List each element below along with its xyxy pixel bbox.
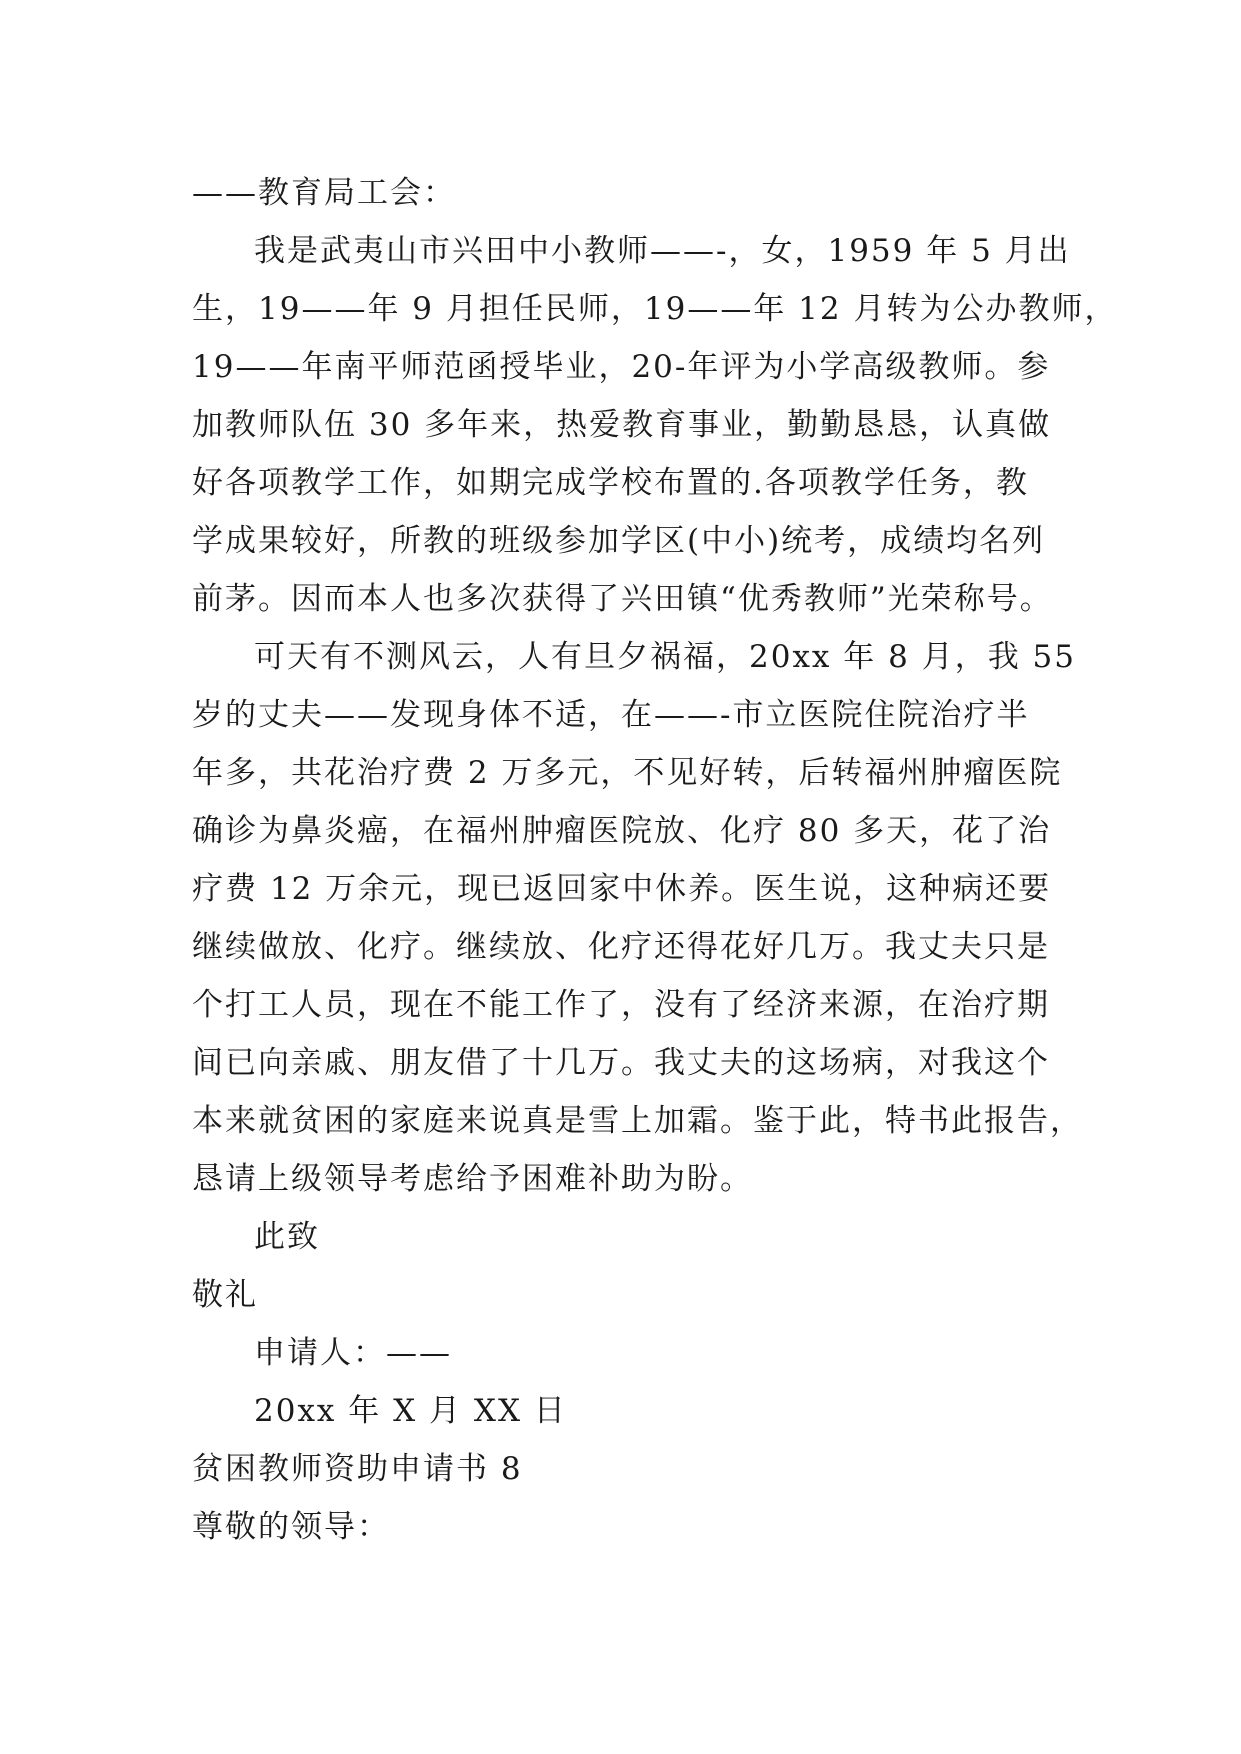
closing-phrase: 此致: [254, 1219, 320, 1255]
closing-salute: 敬礼: [192, 1277, 258, 1313]
paragraph-1-line: 我是武夷山市兴田中小教师——-，女，1959 年 5 月出: [254, 233, 1071, 269]
next-document-salutation: 尊敬的领导：: [192, 1509, 390, 1545]
paragraph-2-line: 继续做放、化疗。继续放、化疗还得花好几万。我丈夫只是: [192, 929, 1050, 965]
paragraph-2-line: 岁的丈夫——发现身体不适，在——-市立医院住院治疗半: [192, 697, 1030, 733]
paragraph-1-line: 加教师队伍 30 多年来，热爱教育事业，勤勤恳恳，认真做: [192, 407, 1052, 443]
paragraph-1-line: 19——年南平师范函授毕业，20-年评为小学高级教师。参: [192, 349, 1051, 385]
paragraph-2-line: 本来就贫困的家庭来说真是雪上加霜。鉴于此，特书此报告，: [192, 1103, 1083, 1139]
paragraph-2-line: 可天有不测风云，人有旦夕祸福，20xx 年 8 月，我 55: [254, 639, 1076, 675]
paragraph-1-line: 前茅。因而本人也多次获得了兴田镇“优秀教师”光荣称号。: [192, 581, 1053, 617]
paragraph-2-line: 间已向亲戚、朋友借了十几万。我丈夫的这场病，对我这个: [192, 1045, 1050, 1081]
paragraph-2-line: 恳请上级领导考虑给予困难补助为盼。: [192, 1161, 753, 1197]
document-body: [192, 164, 1118, 1556]
salutation-recipient: ——教育局工会：: [192, 175, 456, 211]
paragraph-1-line: 学成果较好，所教的班级参加学区(中小)统考，成绩均名列: [192, 523, 1046, 559]
document-date: 20xx 年 X 月 XX 日: [254, 1393, 567, 1429]
applicant-signature: 申请人：——: [254, 1335, 452, 1371]
next-document-title: 贫困教师资助申请书 8: [192, 1451, 523, 1487]
paragraph-2-line: 年多，共花治疗费 2 万多元，不见好转，后转福州肿瘤医院: [192, 755, 1063, 791]
paragraph-2-line: 个打工人员，现在不能工作了，没有了经济来源，在治疗期: [192, 987, 1050, 1023]
paragraph-1-line: 生，19——年 9 月担任民师，19——年 12 月转为公办教师，: [192, 291, 1118, 327]
paragraph-2-line: 疗费 12 万余元，现已返回家中休养。医生说，这种病还要: [192, 871, 1052, 907]
paragraph-1-line: 好各项教学工作，如期完成学校布置的.各项教学任务，教: [192, 465, 1029, 501]
paragraph-2-line: 确诊为鼻炎癌，在福州肿瘤医院放、化疗 80 多天，花了治: [192, 813, 1052, 849]
